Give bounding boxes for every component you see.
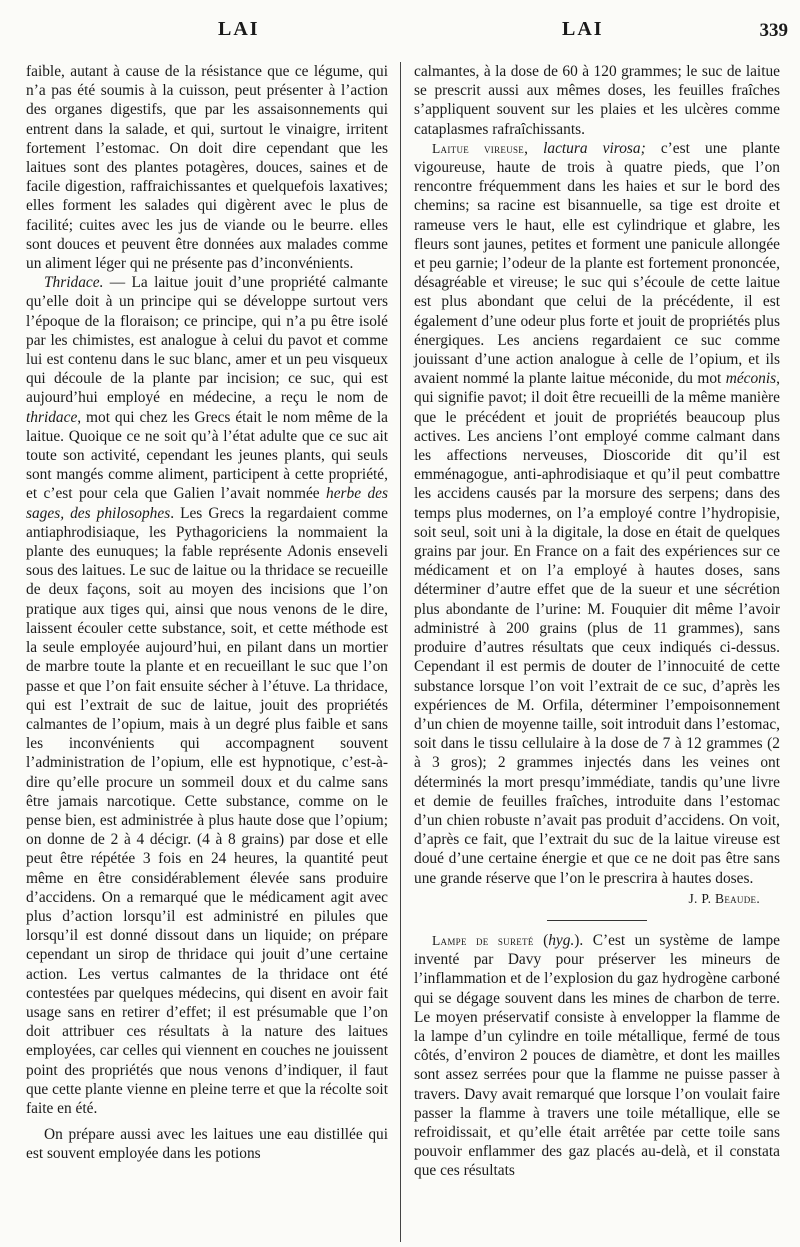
author-signature: J. P. Beaude. (688, 890, 760, 906)
entry-category-tag: hyg. (548, 931, 575, 949)
entry-heading-lampe: Lampe de sureté (432, 932, 534, 948)
paragraph-eau-distillee: On prépare aussi avec les laitues une eau distillée qui est souvent employée dans les potions (26, 1126, 388, 1163)
term-meconis: méconis (725, 370, 777, 388)
entry-laitue-vireuse: Laitue vireuse, lactura virosa; c’est une plante vigoureuse, haute de trois à quatre pieds, que l’on rencontre fréquemment dans les haies et sur le bord des chemins; sa racine est bisannuelle, sa tige est droite et rameuse vers le haut, elle est cylindrique et glabre, les fleurs sont jaunes, petites et forment une panicule allongée et peu garnie; l’odeur de la plante est fortement prononcée, désagréable et vireuse; le suc qui s’écoule de cette laitue est plus abondant que celui de la précédente, il est également d’une odeur plus forte et jouit de propriétés plus énergiques. Les anciens regardaient ce suc comme jouissant d’une action analogue à celle de l’opium, et ils avaient nommé la plante laitue méconide, du mot méconis, qui signifie pavot; il doit être recueilli de la même manière que le précédent et jouit de propriétés beaucoup plus actives. Les anciens l’ont employé comme calmant dans les affections nerveuses, Dioscoride dit qu’il est emménagogue, anti-aphrodisiaque et qu’il peut combattre les accidens causés par la morsure des serpens; dans des temps plus modernes, on l’a employé contre l’hydropisie, soit seul, soit uni à la digitale, la dose en était de quelques grains par jour. En France on a fait des expériences sur ce médicament et on l’a employé à hautes doses, sans déterminer d’autre effet que de la sueur et une sécrétion plus abondante de l’urine: M. Fouquier dit même l’avoir administré à 200 grains (plus de 11 grammes), sans produire d’autres résultats que ceux indiqués ci-dessus. Cependant il est permis de douter de l’innocuité de cette substance lorsque l’on voit l’extrait de ce suc, d’après les expériences de M. Orfila, déterminer l’empoisonnement d’un chien de moyenne taille, soit introduit dans l’estomac, soit dans le tissu cellulaire à la dose de 7 à 12 grammes (2 à 3 gros); 2 grammes injectés dans les veines ont déterminés la mort presqu’immédiate, tandis qu’une livre et demie de feuilles fraîches, introduite dans l’estomac d’un chien robuste n’avait pas produit d’accidens. On voit, d’après ce fait, que l’extrait du suc de la laitue vireuse est doué d’une certaine énergie et que ce ne doit pas être sans une grande réserve que l’on le prescrira à hautes doses. (414, 139, 780, 887)
page-number: 339 (759, 20, 788, 41)
right-column (414, 62, 780, 1181)
paragraph-laitue-digestion: faible, autant à cause de la résistance que ce légume, qui n’a pas été soumis à la cuisson, peut présenter à l’action des organes digestifs, que par les assaisonnements qui entrent dans la salade, et qui, surtout le vinaigre, irritent fortement l’estomac. On doit dire cependant que les laitues sont des plantes potagères, douces, saines et de facile digestion, raffraichissantes et quelquefois laxatives; elles forment les salades qui digèrent avec le plus de facilité; cuites avec les jus de viande ou le beurre. elles sont douces et peuvent être données aux malades comme un aliment léger qui ne présente pas d’inconvénients. (26, 63, 388, 273)
entry-heading-laitue-vireuse: Laitue vireuse (432, 140, 525, 156)
term-herbe-des-sages: herbe des sages, des philosophes (26, 485, 388, 522)
running-header-left: LAI (218, 18, 260, 40)
entry-separator (547, 920, 647, 921)
column-divider (400, 62, 401, 1242)
entry-lead-thridace: Thridace. (44, 274, 104, 292)
entry-lampe-de-surete: Lampe de sureté (hyg.). C’est un système de lampe inventé par Davy pour préserver les mineurs de l’inflammation et de l’explosion du gaz hydrogène carboné qui se dégage souvent dans les mines de charbon de terre. Le moyen préservatif consiste à envelopper la flamme de la lampe d’un cylindre en toile métallique, fermé de tous côtés, d’environ 2 pouces de diamètre, et dont les mailles sont assez serrées pour que la flamme ne puisse passer à travers. Davy avait remarqué que lorsque l’on voulait faire passer la flamme à travers une toile métallique, elle se refroidissait, et qu’elle était arrêtée par cette toile sans pouvoir enflammer des gaz placés au-delà, et il constata que ces résultats (414, 931, 780, 1180)
term-thridace: thridace (26, 408, 78, 426)
running-header-right: LAI (562, 18, 604, 40)
left-column (26, 62, 388, 1164)
latin-name: lactura virosa; (543, 139, 646, 157)
paragraph-calmantes: calmantes, à la dose de 60 à 120 grammes; le suc de laitue se prescrit aussi aux mêmes doses, les feuilles fraîches s’appliquent souvent sur les plaies et les ulcères comme cataplasmes rafraîchissants. (414, 63, 780, 138)
paragraph-thridace: Thridace. — La laitue jouit d’une propriété calmante qu’elle doit à un principe qui se développe surtout vers l’époque de la floraison; ce principe, qui n’a pu être isolé par les chimistes, est analogue à celui du pavot et comme lui est contenu dans le suc blanc, amer et un peu visqueux qui découle de la plante par incision; ce suc, qui est aujourd’hui employé en médecine, a reçu le nom de thridace, mot qui chez les Grecs était le nom même de la laitue. Quoique ce ne soit qu’à l’état adulte que ce suc ait toute son activité, cependant les jeunes plants, qui seuls sont mangés comme aliment, participent à cette propriété, et c’est pour cela que Galien l’avait nommée herbe des sages, des philosophes. Les Grecs la regardaient comme antiaphrodisiaque, les Pythagoriciens la nommaient la plante des eunuques; la fable représente Adonis enseveli sous des laitues. Le suc de laitue ou la thridace se recueille de deux façons, soit au moyen des incisions que l’on pratique aux tiges qui, ainsi que nous venons de le dire, laissent écouler cette substance, soit, et cette méthode est la seule employée aujourd’hui, en pilant dans un mortier de marbre toute la plante et en recueillant le suc que l’on passe et que l’on fait ensuite sécher à l’étuve. La thridace, qui est l’extrait de suc de laitue, jouit des propriétés calmantes de l’opium, mais à un degré plus faible et sans les inconvénients qui accompagnent souvent l’administration de l’opium, elle est hypnotique, c’est-à-dire qu’elle procure un sommeil doux et du calme sans être jamais narcotique. Cette substance, comme on le pense bien, est administrée à plus haute dose que l’opium; on donne de 2 à 4 décigr. (4 à 8 grains) par dose et elle peut être répétée 3 fois en 24 heures, la quantité peut même en être considérablement élevée sans produire d’accidens. On a remarqué que le médicament agit avec plus d’action lorsqu’il est administré en pilules que lorsqu’il est donné dissout dans un liquide; on prépare cependant un sirop de thridace qui jouit d’une certaine action. Les vertus calmantes de la thridace ont été contestées par quelques médecins, qui disent en avoir fait usage sans en retirer d’effet; il est présumable que l’on doit attribuer ces résultats à la nature des laitues employées, car celles qui viennent en couches ne jouissent point des propriétés que nous venons d’indiquer, il faut que cette plante vienne en pleine terre et que la récolte soit faite en été. (26, 274, 388, 1117)
